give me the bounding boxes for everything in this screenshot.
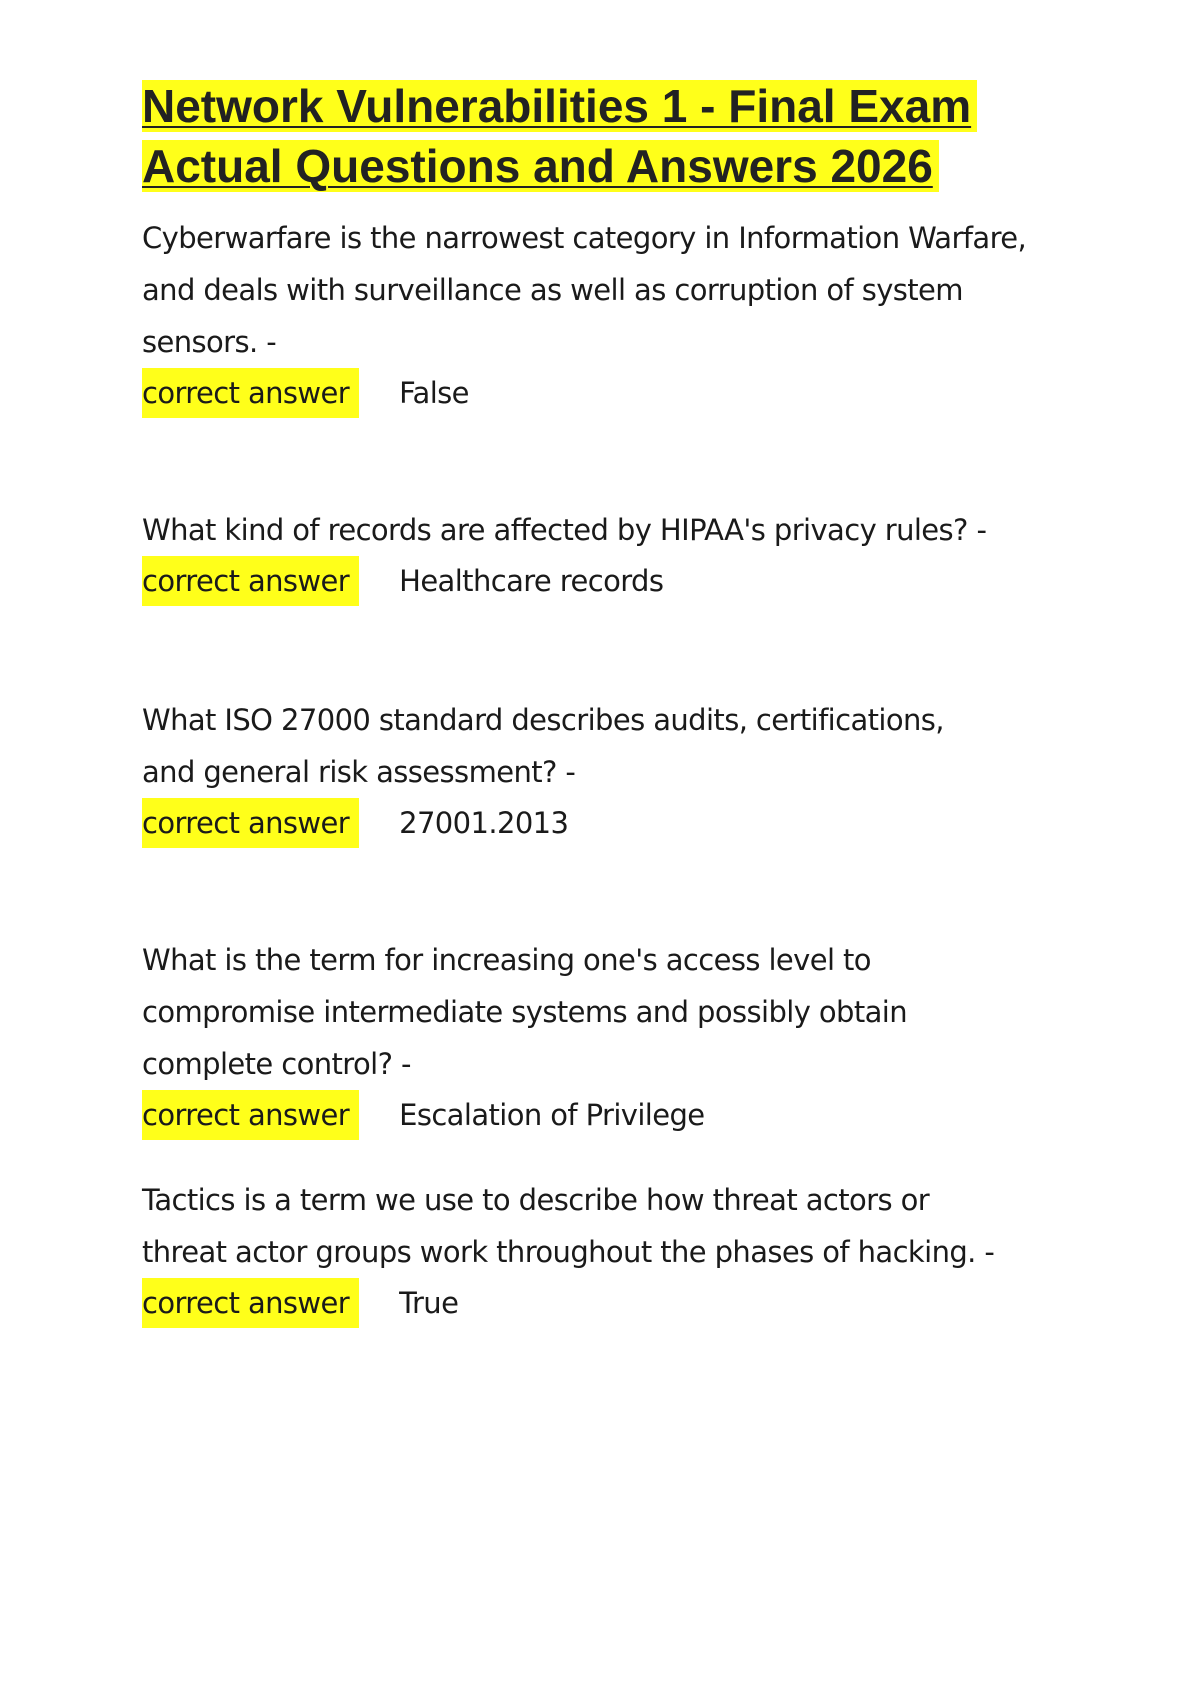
answer-row (142, 1090, 1042, 1140)
answer-text: True (399, 1286, 459, 1320)
question-text: Tactics is a term we use to describe how threat actors or threat actor groups work throughout the phases of hacking. - (142, 1183, 995, 1269)
answer-row (142, 368, 1072, 418)
answer-row (142, 798, 1002, 848)
answer-text: False (399, 376, 469, 410)
correct-answer-label: correct answer (142, 1090, 359, 1140)
correct-answer-label: correct answer (142, 798, 359, 848)
correct-answer-label: correct answer (142, 368, 359, 418)
correct-answer-label: correct answer (142, 1278, 359, 1328)
document-title (142, 76, 1042, 196)
question-text: What kind of records are affected by HIPAA's privacy rules? - (142, 513, 987, 547)
answer-text: 27001.2013 (399, 806, 569, 840)
qa-item (142, 934, 1042, 1140)
question-text: What is the term for increasing one's access level to compromise intermediate systems and possibly obtain complete control? - (142, 943, 908, 1081)
answer-row (142, 1278, 1022, 1328)
qa-item (142, 504, 1072, 606)
title-line-2: Actual Questions and Answers 2026 (142, 140, 939, 192)
question-text: Cyberwarfare is the narrowest category in Information Warfare, and deals with surveillance as well as corruption of system sensors. - (142, 221, 1027, 359)
qa-item (142, 212, 1072, 418)
question-text: What ISO 27000 standard describes audits, certifications, and general risk assessment? - (142, 703, 944, 789)
answer-text: Healthcare records (399, 564, 664, 598)
qa-item (142, 694, 1002, 848)
title-line-1: Network Vulnerabilities 1 - Final Exam (142, 80, 977, 132)
answer-text: Escalation of Privilege (399, 1098, 705, 1132)
correct-answer-label: correct answer (142, 556, 359, 606)
answer-row (142, 556, 1072, 606)
qa-item (142, 1174, 1022, 1328)
